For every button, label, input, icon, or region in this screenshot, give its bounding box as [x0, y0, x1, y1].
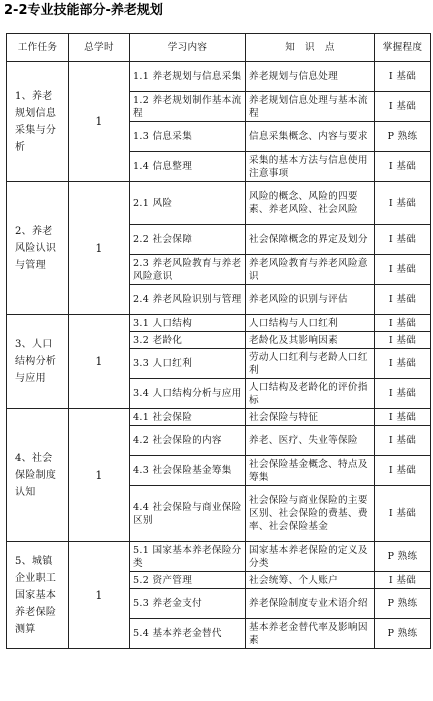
- knowledge-cell: 采集的基本方法与信息使用注意事项: [246, 152, 375, 182]
- level-cell: I 基础: [375, 456, 431, 486]
- content-cell: 3.3 人口红利: [130, 349, 246, 379]
- level-cell: I 基础: [375, 182, 431, 225]
- table-row: [7, 542, 431, 572]
- level-cell: P 熟练: [375, 619, 431, 649]
- knowledge-cell: 人口结构及老龄化的评价指标: [246, 379, 375, 409]
- level-cell: I 基础: [375, 572, 431, 589]
- table-row: [7, 315, 431, 332]
- knowledge-cell: 养老风险的识别与评估: [246, 285, 375, 315]
- knowledge-cell: 养老规划信息处理与基本流程: [246, 92, 375, 122]
- header-task: 工作任务: [7, 34, 69, 62]
- content-cell: 5.2 资产管理: [130, 572, 246, 589]
- content-cell: 4.1 社会保险: [130, 409, 246, 426]
- header-knowledge: 知 识 点: [246, 34, 375, 62]
- title-number: 2-2: [4, 3, 28, 18]
- task-cell: 3、人口结构分析与应用: [7, 315, 69, 409]
- level-cell: I 基础: [375, 152, 431, 182]
- level-cell: I 基础: [375, 255, 431, 285]
- level-cell: I 基础: [375, 486, 431, 542]
- header-hours: 总学时: [69, 34, 130, 62]
- level-cell: I 基础: [375, 332, 431, 349]
- knowledge-cell: 信息采集概念、内容与要求: [246, 122, 375, 152]
- knowledge-cell: 养老保险制度专业术语介绍: [246, 589, 375, 619]
- level-cell: I 基础: [375, 379, 431, 409]
- hours-cell: 1: [69, 182, 130, 315]
- content-cell: 5.1 国家基本养老保险分类: [130, 542, 246, 572]
- knowledge-cell: 老龄化及其影响因素: [246, 332, 375, 349]
- curriculum-table-wrapper: [6, 33, 430, 649]
- content-cell: 5.4 基本养老金替代: [130, 619, 246, 649]
- content-cell: 1.3 信息采集: [130, 122, 246, 152]
- header-level: 掌握程度: [375, 34, 431, 62]
- task-cell: 5、城镇企业职工国家基本养老保险测算: [7, 542, 69, 649]
- header-content: 学习内容: [130, 34, 246, 62]
- content-cell: 4.3 社会保险基金筹集: [130, 456, 246, 486]
- level-cell: P 熟练: [375, 122, 431, 152]
- level-cell: P 熟练: [375, 589, 431, 619]
- knowledge-cell: 国家基本养老保险的定义及分类: [246, 542, 375, 572]
- content-cell: 4.2 社会保险的内容: [130, 426, 246, 456]
- knowledge-cell: 人口结构与人口红利: [246, 315, 375, 332]
- content-cell: 3.1 人口结构: [130, 315, 246, 332]
- content-cell: 5.3 养老金支付: [130, 589, 246, 619]
- level-cell: I 基础: [375, 92, 431, 122]
- content-cell: 3.2 老龄化: [130, 332, 246, 349]
- knowledge-cell: 劳动人口红利与老龄人口红利: [246, 349, 375, 379]
- level-cell: I 基础: [375, 62, 431, 92]
- knowledge-cell: 风险的概念、风险的四要素、养老风险、社会风险: [246, 182, 375, 225]
- curriculum-table: [6, 33, 431, 649]
- content-cell: 4.4 社会保险与商业保险区别: [130, 486, 246, 542]
- hours-cell: 1: [69, 62, 130, 182]
- level-cell: I 基础: [375, 225, 431, 255]
- knowledge-cell: 养老风险教育与养老风险意识: [246, 255, 375, 285]
- content-cell: 1.4 信息整理: [130, 152, 246, 182]
- content-cell: 2.3 养老风险教育与养老风险意识: [130, 255, 246, 285]
- page-title: [4, 0, 163, 22]
- knowledge-cell: 养老规划与信息处理: [246, 62, 375, 92]
- knowledge-cell: 社会保障概念的界定及划分: [246, 225, 375, 255]
- hours-cell: 1: [69, 542, 130, 649]
- table-row: [7, 409, 431, 426]
- table-row: [7, 62, 431, 92]
- knowledge-cell: 社会保险与商业保险的主要区别、社会保险的费基、费率、社会保险基金: [246, 486, 375, 542]
- table-row: [7, 182, 431, 225]
- level-cell: P 熟练: [375, 542, 431, 572]
- knowledge-cell: 社会统筹、个人账户: [246, 572, 375, 589]
- header-row: [7, 34, 431, 62]
- level-cell: I 基础: [375, 426, 431, 456]
- hours-cell: 1: [69, 315, 130, 409]
- task-cell: 2、养老风险认识与管理: [7, 182, 69, 315]
- task-cell: 4、社会保险制度认知: [7, 409, 69, 542]
- level-cell: I 基础: [375, 285, 431, 315]
- knowledge-cell: 社会保险基金概念、特点及筹集: [246, 456, 375, 486]
- content-cell: 2.1 风险: [130, 182, 246, 225]
- level-cell: I 基础: [375, 315, 431, 332]
- knowledge-cell: 基本养老金替代率及影响因素: [246, 619, 375, 649]
- content-cell: 2.4 养老风险识别与管理: [130, 285, 246, 315]
- level-cell: I 基础: [375, 349, 431, 379]
- content-cell: 3.4 人口结构分析与应用: [130, 379, 246, 409]
- title-text: 专业技能部分-养老规划: [27, 3, 163, 18]
- content-cell: 1.1 养老规划与信息采集: [130, 62, 246, 92]
- task-cell: 1、养老规划信息采集与分析: [7, 62, 69, 182]
- knowledge-cell: 社会保险与特征: [246, 409, 375, 426]
- content-cell: 1.2 养老规划制作基本流程: [130, 92, 246, 122]
- content-cell: 2.2 社会保障: [130, 225, 246, 255]
- level-cell: I 基础: [375, 409, 431, 426]
- hours-cell: 1: [69, 409, 130, 542]
- knowledge-cell: 养老、医疗、失业等保险: [246, 426, 375, 456]
